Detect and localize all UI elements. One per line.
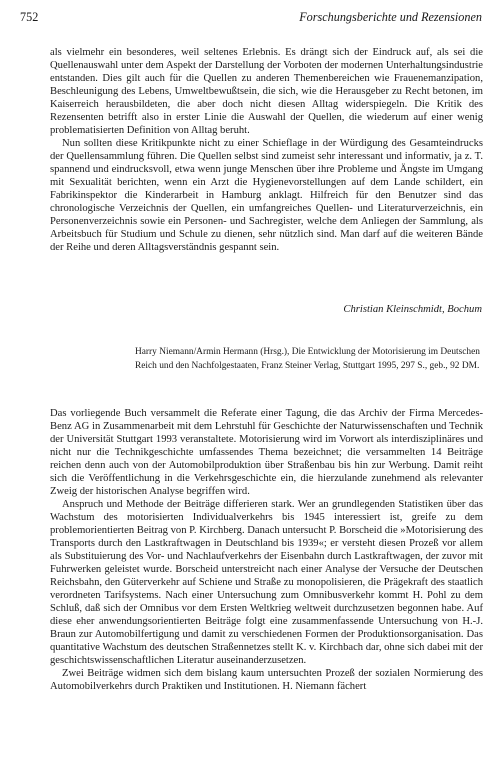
reviewer-signature: Christian Kleinschmidt, Bochum <box>343 304 482 315</box>
review-2-body <box>50 407 483 693</box>
review-2-paragraph-1: Das vorliegende Buch versammelt die Referate einer Tagung, die das Archiv der Firma Mercedes-Benz AG in Zusammenarbeit mit dem Lehrstuhl für Geschichte der Naturwissenschaften und Technik der Universität Stuttgart 1993 veranstaltete. Motorisierung wird im Vorwort als interdisziplinäres und nicht nur die Technikgeschichte umfassendes Thema bezeichnet; die versammelten 14 Beiträge reichen denn auch von der Automobilproduktion über Straßenbau bis hin zur Werbung. Damit reiht sich die Veröffentlichung in die Verkehrsgeschichte ein, die hierzulande zunehmend als relevanter Zweig der historischen Analyse begriffen wird. <box>50 408 483 497</box>
book-citation: Harry Niemann/Armin Hermann (Hrsg.), Die Entwicklung der Motorisierung im Deutschen Reich und den Nachfolgestaaten, Franz Steiner Verlag, Stuttgart 1995, 297 S., geb., 92 DM. <box>135 347 480 372</box>
review-1-paragraph-2: Nun sollten diese Kritikpunkte nicht zu einer Schieflage in der Würdigung des Gesamteindrucks der Quellensammlung führen. Die Quellen selbst sind zumeist sehr interessant und informativ, ja z. T. spannend und eindrucksvoll, etwa wenn junge Menschen über ihre Probleme und Ängste im Umgang mit Sexualität berichten, wenn ein Arzt die Hygienevorstellungen auf dem Lande schildert, ein Fabrikinspektor die Kinderarbeit in Hamburg anklagt. Hilfreich für den Benutzer sind das chronologische Verzeichnis der Quellen, ein umfangreiches Quellen- und Literaturverzeichnis, ein Personenverzeichnis sowie ein Personen- und Sachregister, welche dem Anliegen der Sammlung, als Arbeitsbuch für Studium und Schule zu dienen, sehr nützlich sind. Man darf auf die weiteren Bände der Reihe und deren Alltagsverständnis gespannt sein. <box>50 138 483 253</box>
review-1-body <box>50 46 483 254</box>
review-2-paragraph-3: Zwei Beiträge widmen sich dem bislang kaum untersuchten Prozeß der sozialen Normierung des Automobilverkehrs durch Praktiken und Institutionen. H. Niemann fächert <box>50 668 483 692</box>
page-header <box>20 10 482 30</box>
running-head: Forschungsberichte und Rezensionen <box>299 10 482 24</box>
review-1-paragraph-1: als vielmehr ein besonderes, weil seltenes Erlebnis. Es drängt sich der Eindruck auf, als sei die Quellenauswahl unter dem Aspekt der Darstellung der Vorboten der modernen Unterhaltungsindustrie entstanden. Dies gilt auch für die Quellen zu anderen Themenbereichen wie Frauenemanzipation, Beschleunigung des Lebens, Umweltbewußtsein, die sich, wie die Herausgeber zu Recht betonen, im Kaiserreich herausbildeten, die aber doch nicht diesen Alltag widerspiegeln. Die Kritik des Rezensenten betrifft also in erster Linie die Auswahl der Quellen, die wiederum auf einer wenig problematisierten Definition von Alltag beruht. <box>50 47 483 136</box>
review-2-paragraph-2: Anspruch und Methode der Beiträge differieren stark. Wer an grundlegenden Statistiken über das Wachstum des motorisierten Individualverkehrs bis 1945 interessiert ist, greife zu dem problemorientierten Beitrag von P. Kirchberg. Danach untersucht P. Borscheid die »Motorisierung des Transports durch den Lastkraftwagen in Deutschland bis 1939«; er versteht diesen Prozeß vor allem als Substituierung des Vor- und Nachlaufverkehrs der Eisenbahn durch Lastkraftwagen, der zuvor mit Fuhrwerken geleistet wurde. Borscheid unterstreicht nach einer Analyse der Versuche der Deutschen Reichsbahn, den Güterverkehr auf Schiene und Straße zu monopolisieren, die Prägekraft des staatlich verordneten Tarifsystems. Nach einer Untersuchung zum Omnibusverkehr kommt H. Pohl zu dem Schluß, daß sich der Omnibus vor dem Ersten Weltkrieg weltweit durchzusetzen begonnen habe. Auf diese eher anwendungsorientierten Beiträge folgt eine zusammenfassende Untersuchung von H.-J. Braun zur Automobilfertigung und damit zu verschiedenen Formen der Produktionsorganisation. Das quantitative Wachstum des deutschen Straßennetzes stellt K. v. Kirchbach dar, ohne sich dabei mit der geschichtswissenschaftlichen Literatur auseinanderzusetzen. <box>50 499 483 666</box>
page-number: 752 <box>20 10 39 24</box>
